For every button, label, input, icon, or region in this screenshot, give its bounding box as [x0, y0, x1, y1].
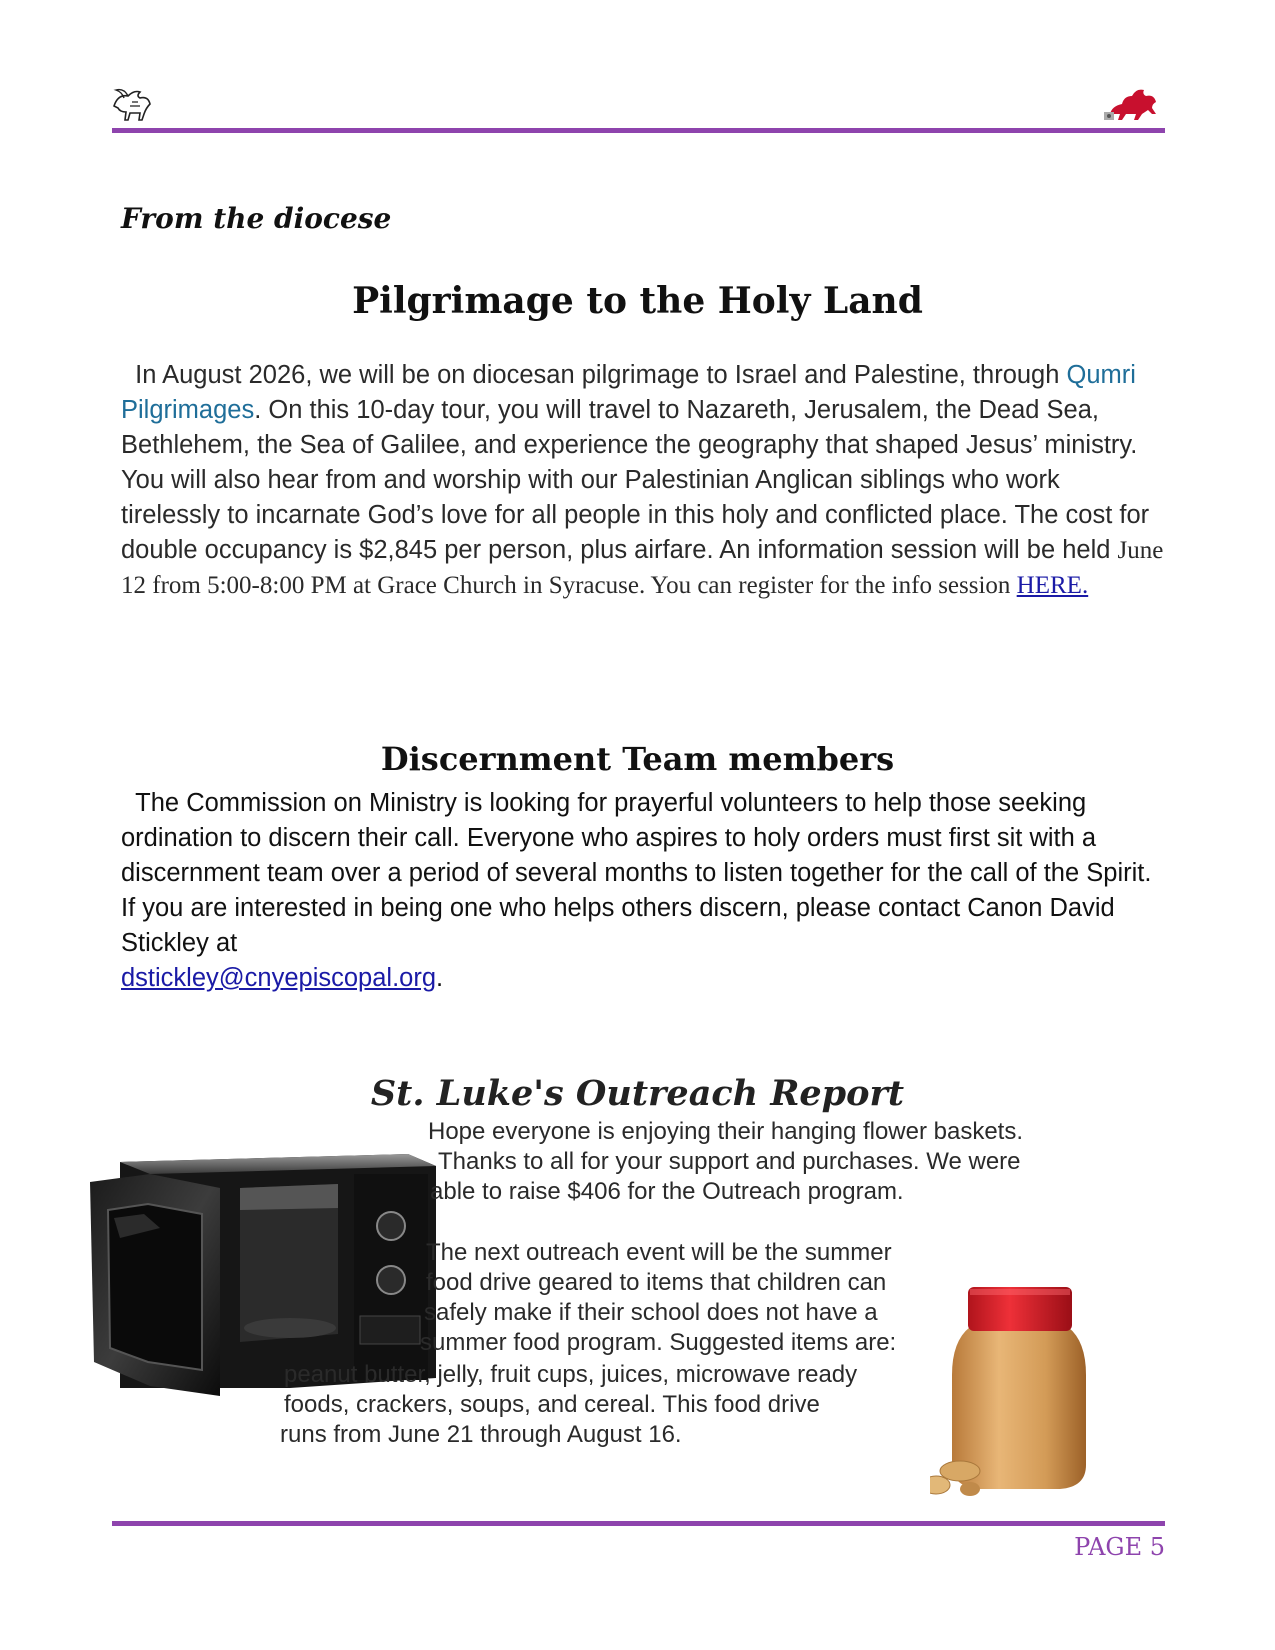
register-here-link[interactable]: HERE.: [1016, 572, 1089, 599]
outreach-line: able to raise $406 for the Outreach program.: [430, 1178, 904, 1205]
red-lion-logo-icon: [1102, 84, 1162, 124]
discernment-paragraph: [121, 786, 1166, 996]
winged-ox-logo-icon: [110, 86, 154, 122]
discernment-end: .: [436, 964, 444, 992]
outreach-line: safely make if their school does not have a: [424, 1299, 878, 1326]
pilgrimage-paragraph: [121, 358, 1166, 603]
page-number: PAGE 5: [1074, 1533, 1165, 1561]
email-link[interactable]: dstickley@cnyepiscopal.org: [121, 964, 437, 992]
outreach-line: Hope everyone is enjoying their hanging flower baskets.: [428, 1118, 1024, 1145]
discernment-text: The Commission on Ministry is looking for prayerful volunteers to help those seeking ordination to discern their call. Everyone who aspires to holy orders must first sit with a discernment team over a period of several months to listen together for the call of the Spirit. If you are interested in being one who helps others discern, please contact Canon David Stickley at: [121, 789, 1152, 957]
peanut-butter-jar-photo: [930, 1275, 1105, 1500]
section-kicker: From the diocese: [121, 202, 392, 235]
pilgrimage-text-2: . On this 10-day tour, you will travel to Nazareth, Jerusalem, the Dead Sea, Bethlehem, the Sea of Galilee, and experience the geography that shaped Jesus’ ministry. You will also hear from and worship with our Palestinian Anglican siblings who work tirelessly to incarnate God’s love for all people in this holy and conflicted place. The cost for double occupancy is $2,845 per person, plus airfare. An information session will be held: [121, 396, 1150, 564]
footer-rule: [112, 1521, 1165, 1526]
outreach-line: summer food program. Suggested items are:: [420, 1329, 897, 1356]
outreach-line: foods, crackers, soups, and cereal. This food drive: [284, 1391, 820, 1418]
outreach-line: peanut butter, jelly, fruit cups, juices, microwave ready: [284, 1361, 858, 1388]
outreach-line: runs from June 21 through August 16.: [280, 1421, 682, 1448]
pilgrimage-text-3: June 12 from 5:00-8:00 PM at Grace Church in Syracuse. You can register for the info session: [121, 537, 1164, 599]
pilgrimage-text-1: In August 2026, we will be on diocesan pilgrimage to Israel and Palestine, through: [135, 361, 1067, 389]
outreach-line: food drive geared to items that children can: [426, 1269, 887, 1296]
header-rule: [112, 128, 1165, 133]
discernment-title: Discernment Team members: [380, 740, 895, 778]
outreach-title: St. Luke's Outreach Report: [370, 1073, 905, 1114]
outreach-line: Thanks to all for your support and purchases. We were: [438, 1148, 1021, 1175]
qumri-pilgrimages-link[interactable]: Qumri Pilgrimages: [121, 361, 1136, 424]
outreach-line: The next outreach event will be the summer: [426, 1239, 892, 1266]
pilgrimage-title: Pilgrimage to the Holy Land: [352, 280, 923, 322]
